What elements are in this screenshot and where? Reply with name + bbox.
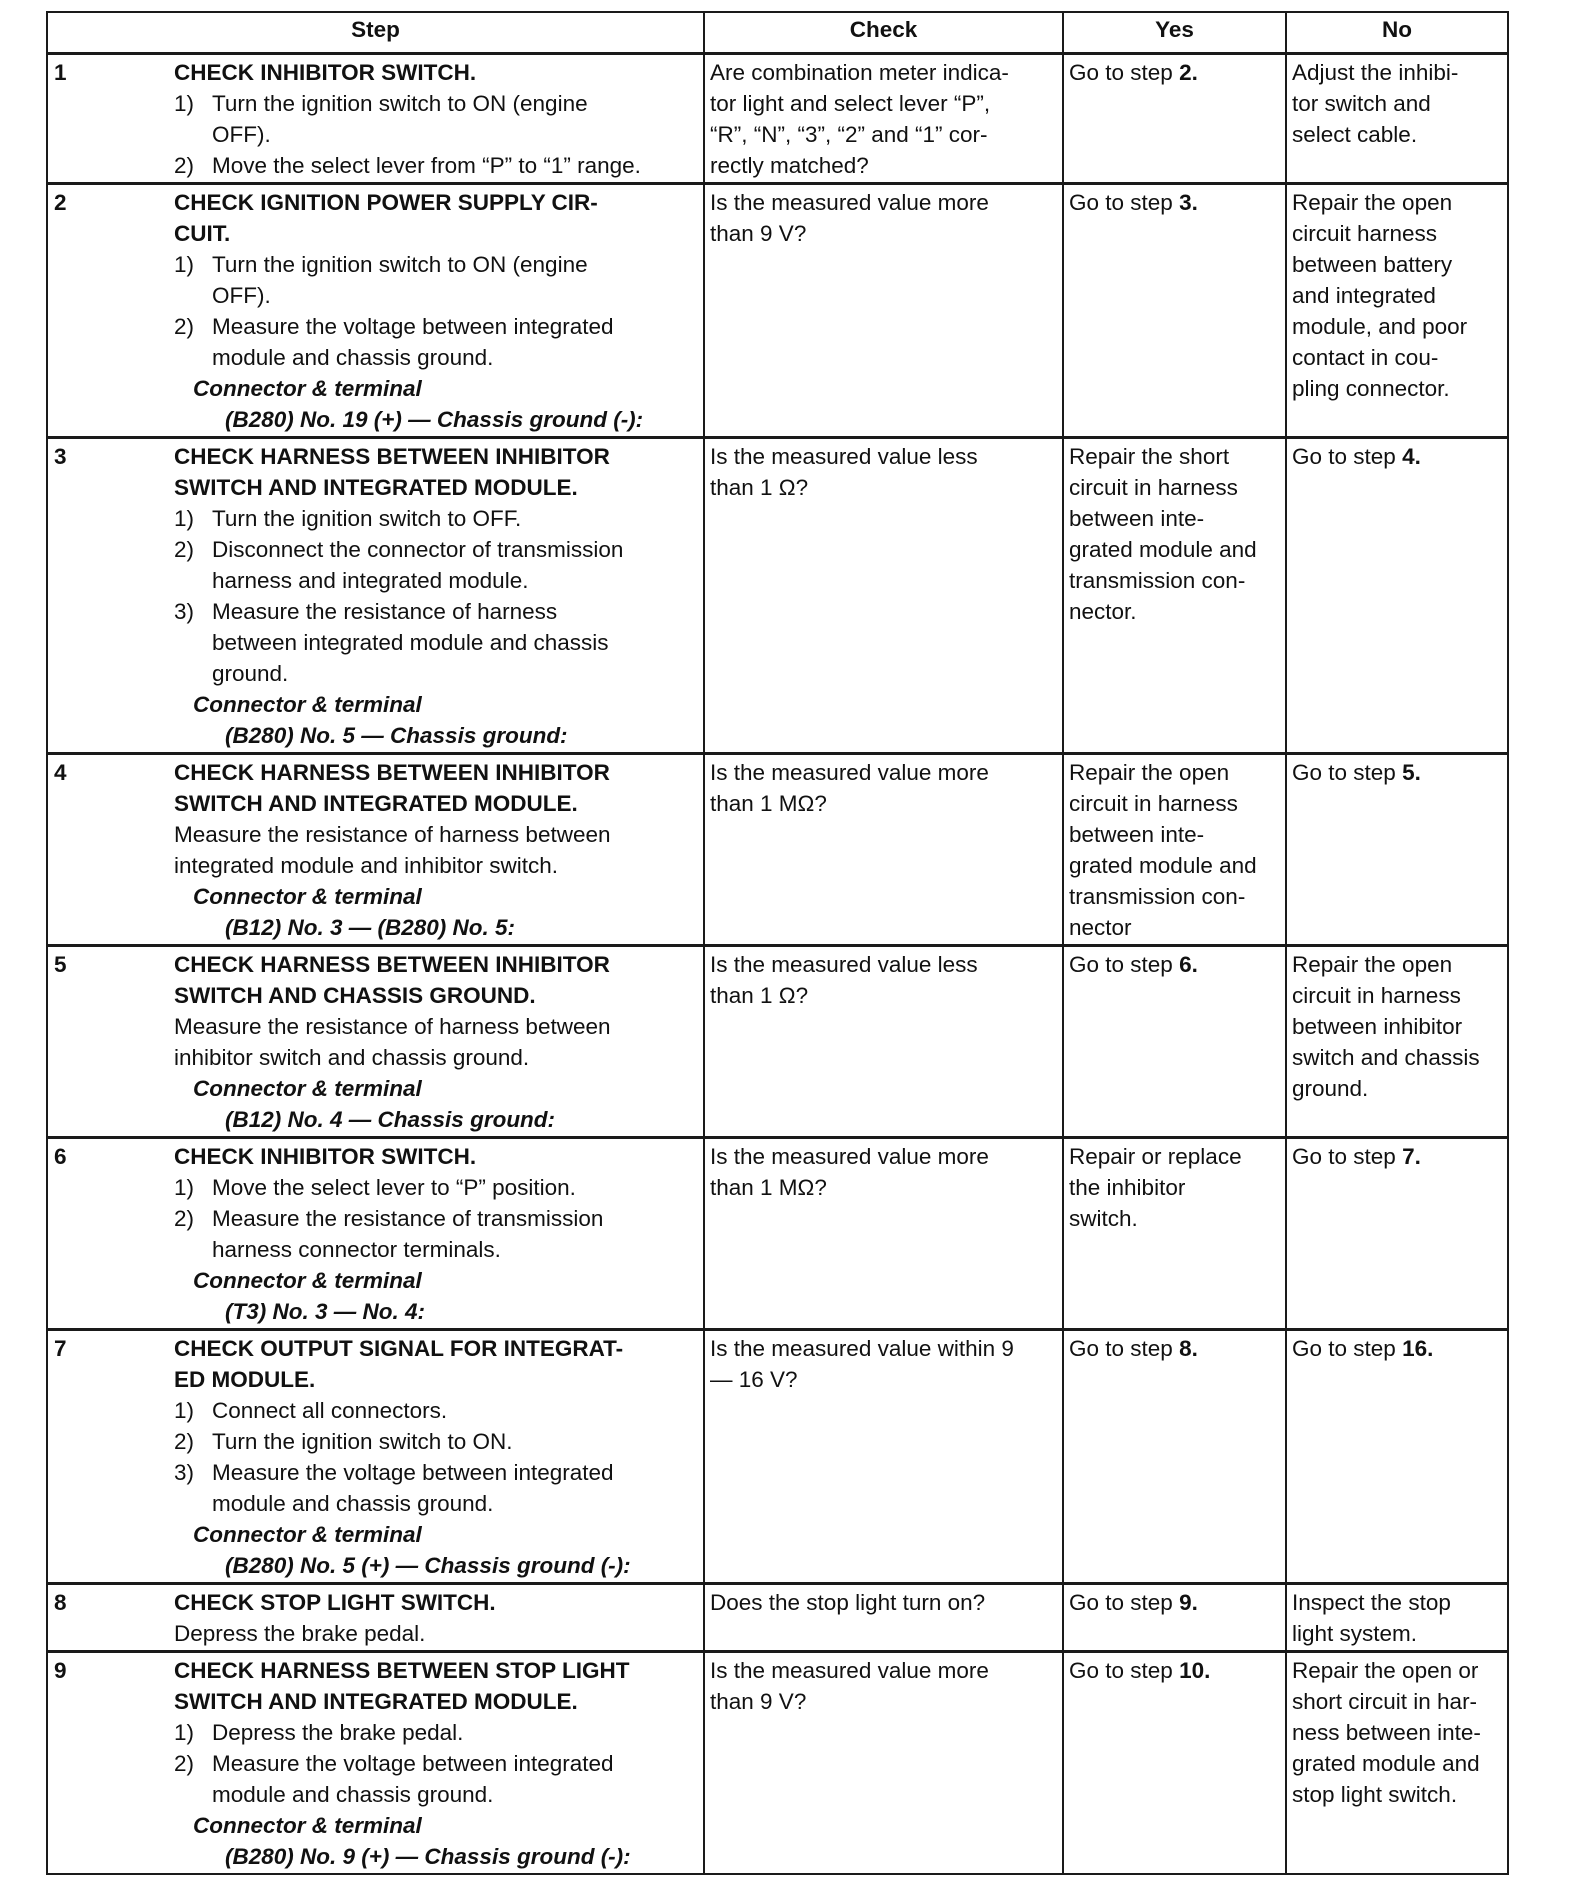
step-number: 6 xyxy=(54,1144,67,1169)
check-line: Is the measured value less xyxy=(710,444,978,469)
step-cell xyxy=(47,1584,704,1652)
result-no-line: circuit harness xyxy=(1292,221,1438,246)
step-cell xyxy=(47,184,704,438)
procedure-item xyxy=(174,1457,693,1519)
result-no-line: short circuit in har- xyxy=(1292,1689,1478,1714)
result-no-line: module, and poor xyxy=(1292,314,1468,339)
result-no-cell xyxy=(1286,1652,1508,1875)
result-yes-line: Repair the short xyxy=(1069,444,1230,469)
procedure-number: 3) xyxy=(174,599,195,624)
procedure-number: 3) xyxy=(174,1460,195,1485)
procedure-number: 2) xyxy=(174,537,195,562)
procedure-line: module and chassis ground. xyxy=(212,345,494,370)
procedure-text xyxy=(212,534,693,596)
procedure-text xyxy=(212,249,693,311)
result-no-line: Repair the open xyxy=(1292,190,1453,215)
header-yes: Yes xyxy=(1063,12,1286,54)
check-line: Does the stop light turn on? xyxy=(710,1590,986,1615)
procedure-number: 2) xyxy=(174,153,195,178)
connector-terminal: (B280) No. 9 (+) — Chassis ground (-): xyxy=(225,1844,631,1869)
step-heading: CHECK STOP LIGHT SWITCH. xyxy=(174,1590,496,1615)
procedure-line: OFF). xyxy=(212,122,271,147)
result-yes-cell xyxy=(1063,946,1286,1138)
step-heading: CUIT. xyxy=(174,221,231,246)
step-cell xyxy=(47,1138,704,1330)
result-no-line: light system. xyxy=(1292,1621,1418,1646)
result-no-line: grated module and xyxy=(1292,1751,1480,1776)
procedure-text xyxy=(212,1203,693,1265)
result-no-line: Go to step 5. xyxy=(1292,760,1421,785)
procedure-text xyxy=(174,1618,693,1649)
result-yes-line: between inte- xyxy=(1069,822,1205,847)
check-line: tor light and select lever “P”, xyxy=(710,91,991,116)
goto-step-number: 9. xyxy=(1179,1590,1198,1615)
step-heading: CHECK INHIBITOR SWITCH. xyxy=(174,1144,477,1169)
step-body xyxy=(174,757,697,943)
procedure-text xyxy=(212,1717,693,1748)
procedure-text xyxy=(212,1748,693,1810)
check-line: than 1 MΩ? xyxy=(710,791,827,816)
procedure-text xyxy=(212,1426,693,1457)
header-step: Step xyxy=(47,12,704,54)
procedure-line: module and chassis ground. xyxy=(212,1491,494,1516)
procedure-line: Connect all connectors. xyxy=(212,1398,448,1423)
step-heading: SWITCH AND INTEGRATED MODULE. xyxy=(174,791,578,816)
goto-step-number: 10. xyxy=(1179,1658,1211,1683)
connector-terminal: (B280) No. 5 — Chassis ground: xyxy=(225,723,568,748)
result-no-line: circuit in harness xyxy=(1292,983,1461,1008)
procedure-number: 2) xyxy=(174,1206,195,1231)
result-yes-line: Go to step 6. xyxy=(1069,952,1198,977)
result-no-line: ness between inte- xyxy=(1292,1720,1481,1745)
table-row xyxy=(47,54,1508,184)
procedure-item xyxy=(174,150,693,181)
result-yes-cell xyxy=(1063,438,1286,754)
table-row xyxy=(47,438,1508,754)
procedure-text xyxy=(212,1172,693,1203)
step-number: 8 xyxy=(54,1590,67,1615)
check-line: Is the measured value more xyxy=(710,760,989,785)
step-cell xyxy=(47,438,704,754)
step-cell xyxy=(47,946,704,1138)
result-no-cell xyxy=(1286,1584,1508,1652)
step-heading: ED MODULE. xyxy=(174,1367,316,1392)
procedure-text xyxy=(174,819,693,881)
result-yes-line: Go to step 8. xyxy=(1069,1336,1198,1361)
procedure-line: Measure the resistance of harness between xyxy=(174,822,611,847)
step-number: 5 xyxy=(54,952,67,977)
procedure-item xyxy=(174,88,693,150)
result-no-line: and integrated xyxy=(1292,283,1436,308)
step-cell xyxy=(47,54,704,184)
table-body xyxy=(47,54,1508,1875)
result-yes-line: Go to step 2. xyxy=(1069,60,1198,85)
result-no-cell xyxy=(1286,54,1508,184)
step-body xyxy=(174,187,697,435)
step-heading: CHECK IGNITION POWER SUPPLY CIR- xyxy=(174,190,598,215)
result-no-line: Adjust the inhibi- xyxy=(1292,60,1459,85)
result-yes-cell xyxy=(1063,754,1286,946)
table-row xyxy=(47,946,1508,1138)
goto-step-number: 6. xyxy=(1179,952,1198,977)
header-check: Check xyxy=(704,12,1063,54)
table-row xyxy=(47,1330,1508,1584)
result-yes-line: nector. xyxy=(1069,599,1137,624)
result-no-line: ground. xyxy=(1292,1076,1369,1101)
procedure-number: 2) xyxy=(174,314,195,339)
result-no-line: stop light switch. xyxy=(1292,1782,1458,1807)
procedure-item xyxy=(174,1203,693,1265)
result-yes-line: Repair or replace xyxy=(1069,1144,1242,1169)
check-cell xyxy=(704,438,1063,754)
connector-terminal: (B280) No. 19 (+) — Chassis ground (-): xyxy=(225,407,644,432)
check-line: rectly matched? xyxy=(710,153,869,178)
step-number: 7 xyxy=(54,1336,67,1361)
procedure-item xyxy=(174,1426,693,1457)
step-body xyxy=(174,57,697,181)
procedure-line: Measure the resistance of transmission xyxy=(212,1206,604,1231)
connector-terminal: (B280) No. 5 (+) — Chassis ground (-): xyxy=(225,1553,631,1578)
step-heading: CHECK HARNESS BETWEEN INHIBITOR xyxy=(174,952,610,977)
procedure-item xyxy=(174,1172,693,1203)
procedure-item xyxy=(174,1395,693,1426)
procedure-line: Measure the voltage between integrated xyxy=(212,1751,614,1776)
result-yes-cell xyxy=(1063,1138,1286,1330)
check-cell xyxy=(704,1138,1063,1330)
result-yes-cell xyxy=(1063,1584,1286,1652)
procedure-item xyxy=(174,596,693,689)
procedure-text xyxy=(212,150,693,181)
check-cell xyxy=(704,54,1063,184)
connector-label: Connector & terminal xyxy=(193,1268,422,1293)
connector-label: Connector & terminal xyxy=(193,1522,422,1547)
check-cell xyxy=(704,1584,1063,1652)
check-line: “R”, “N”, “3”, “2” and “1” cor- xyxy=(710,122,988,147)
goto-step-number: 3. xyxy=(1179,190,1198,215)
procedure-item xyxy=(174,534,693,596)
result-yes-line: nector xyxy=(1069,915,1132,940)
step-body xyxy=(174,1655,697,1872)
check-cell xyxy=(704,754,1063,946)
result-yes-line: Go to step 10. xyxy=(1069,1658,1211,1683)
procedure-line: Measure the resistance of harness between xyxy=(174,1014,611,1039)
result-no-line: Repair the open or xyxy=(1292,1658,1479,1683)
procedure-line: Depress the brake pedal. xyxy=(174,1621,426,1646)
connector-terminal: (B12) No. 4 — Chassis ground: xyxy=(225,1107,556,1132)
procedure-item xyxy=(174,1717,693,1748)
procedure-line: harness connector terminals. xyxy=(212,1237,501,1262)
check-cell xyxy=(704,184,1063,438)
step-body xyxy=(174,1333,697,1581)
result-yes-cell xyxy=(1063,54,1286,184)
check-line: than 1 Ω? xyxy=(710,475,809,500)
result-no-line: contact in cou- xyxy=(1292,345,1439,370)
result-no-line: Go to step 4. xyxy=(1292,444,1421,469)
result-yes-line: transmission con- xyxy=(1069,568,1246,593)
step-number: 9 xyxy=(54,1658,67,1683)
check-line: Are combination meter indica- xyxy=(710,60,1009,85)
check-line: Is the measured value less xyxy=(710,952,978,977)
check-line: — 16 V? xyxy=(710,1367,798,1392)
result-no-line: between inhibitor xyxy=(1292,1014,1463,1039)
step-body xyxy=(174,1141,697,1327)
connector-label: Connector & terminal xyxy=(193,1813,422,1838)
diagnostic-table xyxy=(46,11,1509,1875)
result-no-line: tor switch and xyxy=(1292,91,1431,116)
procedure-item xyxy=(174,819,693,881)
result-no-line: Go to step 16. xyxy=(1292,1336,1434,1361)
step-heading: SWITCH AND CHASSIS GROUND. xyxy=(174,983,536,1008)
check-line: Is the measured value more xyxy=(710,190,989,215)
result-yes-line: Go to step 9. xyxy=(1069,1590,1198,1615)
procedure-line: Measure the voltage between integrated xyxy=(212,314,614,339)
result-no-line: Repair the open xyxy=(1292,952,1453,977)
procedure-item xyxy=(174,1748,693,1810)
procedure-text xyxy=(212,88,693,150)
connector-label: Connector & terminal xyxy=(193,692,422,717)
check-line: than 1 MΩ? xyxy=(710,1175,827,1200)
result-no-cell xyxy=(1286,754,1508,946)
result-yes-line: Repair the open xyxy=(1069,760,1230,785)
check-line: than 9 V? xyxy=(710,1689,807,1714)
procedure-text xyxy=(212,503,693,534)
step-cell xyxy=(47,754,704,946)
step-cell xyxy=(47,1330,704,1584)
check-cell xyxy=(704,1330,1063,1584)
procedure-text xyxy=(212,311,693,373)
check-line: Is the measured value more xyxy=(710,1144,989,1169)
step-body xyxy=(174,949,697,1135)
procedure-line: Turn the ignition switch to ON. xyxy=(212,1429,513,1454)
step-number: 2 xyxy=(54,190,67,215)
step-heading: CHECK OUTPUT SIGNAL FOR INTEGRAT- xyxy=(174,1336,624,1361)
result-no-line: pling connector. xyxy=(1292,376,1450,401)
step-body xyxy=(174,441,697,751)
header-no: No xyxy=(1286,12,1508,54)
result-no-cell xyxy=(1286,1138,1508,1330)
result-yes-cell xyxy=(1063,1652,1286,1875)
procedure-line: Move the select lever from “P” to “1” range. xyxy=(212,153,641,178)
goto-step-number: 16. xyxy=(1402,1336,1434,1361)
procedure-number: 2) xyxy=(174,1751,195,1776)
procedure-text xyxy=(212,1395,693,1426)
procedure-line: Depress the brake pedal. xyxy=(212,1720,464,1745)
result-yes-line: Go to step 3. xyxy=(1069,190,1198,215)
connector-label: Connector & terminal xyxy=(193,376,422,401)
procedure-item xyxy=(174,311,693,373)
procedure-number: 1) xyxy=(174,1175,195,1200)
procedure-line: Measure the resistance of harness xyxy=(212,599,558,624)
goto-step-number: 5. xyxy=(1402,760,1421,785)
check-line: Is the measured value more xyxy=(710,1658,989,1683)
step-number: 1 xyxy=(54,60,67,85)
table-row xyxy=(47,184,1508,438)
procedure-number: 2) xyxy=(174,1429,195,1454)
result-no-cell xyxy=(1286,946,1508,1138)
connector-terminal: (T3) No. 3 — No. 4: xyxy=(225,1299,426,1324)
result-no-line: Inspect the stop xyxy=(1292,1590,1451,1615)
procedure-line: Measure the voltage between integrated xyxy=(212,1460,614,1485)
table-header-row xyxy=(47,12,1508,54)
step-heading: SWITCH AND INTEGRATED MODULE. xyxy=(174,1689,578,1714)
procedure-item xyxy=(174,503,693,534)
result-no-line: between battery xyxy=(1292,252,1453,277)
procedure-line: module and chassis ground. xyxy=(212,1782,494,1807)
result-no-cell xyxy=(1286,184,1508,438)
result-yes-line: transmission con- xyxy=(1069,884,1246,909)
procedure-line: harness and integrated module. xyxy=(212,568,529,593)
result-no-line: Go to step 7. xyxy=(1292,1144,1421,1169)
goto-step-number: 7. xyxy=(1402,1144,1421,1169)
check-line: than 1 Ω? xyxy=(710,983,809,1008)
step-heading: CHECK HARNESS BETWEEN INHIBITOR xyxy=(174,760,610,785)
procedure-line: Turn the ignition switch to ON (engine xyxy=(212,91,588,116)
procedure-number: 1) xyxy=(174,1398,195,1423)
result-yes-line: between inte- xyxy=(1069,506,1205,531)
procedure-item xyxy=(174,1618,693,1649)
table-row xyxy=(47,1138,1508,1330)
procedure-text xyxy=(212,596,693,689)
check-cell xyxy=(704,1652,1063,1875)
procedure-line: Move the select lever to “P” position. xyxy=(212,1175,576,1200)
procedure-item xyxy=(174,1011,693,1073)
result-yes-cell xyxy=(1063,184,1286,438)
connector-label: Connector & terminal xyxy=(193,1076,422,1101)
step-cell xyxy=(47,1652,704,1875)
result-no-cell xyxy=(1286,1330,1508,1584)
procedure-line: OFF). xyxy=(212,283,271,308)
procedure-line: between integrated module and chassis xyxy=(212,630,609,655)
procedure-text xyxy=(174,1011,693,1073)
procedure-line: inhibitor switch and chassis ground. xyxy=(174,1045,530,1070)
procedure-item xyxy=(174,249,693,311)
step-number: 4 xyxy=(54,760,67,785)
procedure-line: Turn the ignition switch to ON (engine xyxy=(212,252,588,277)
result-no-line: switch and chassis xyxy=(1292,1045,1480,1070)
table-row xyxy=(47,754,1508,946)
goto-step-number: 4. xyxy=(1402,444,1421,469)
result-yes-line: switch. xyxy=(1069,1206,1138,1231)
goto-step-number: 8. xyxy=(1179,1336,1198,1361)
procedure-number: 1) xyxy=(174,91,195,116)
table-row xyxy=(47,1584,1508,1652)
step-heading: CHECK HARNESS BETWEEN STOP LIGHT xyxy=(174,1658,630,1683)
step-heading: SWITCH AND INTEGRATED MODULE. xyxy=(174,475,578,500)
procedure-line: Disconnect the connector of transmission xyxy=(212,537,624,562)
connector-terminal: (B12) No. 3 — (B280) No. 5: xyxy=(225,915,516,940)
procedure-line: Turn the ignition switch to OFF. xyxy=(212,506,522,531)
result-yes-line: circuit in harness xyxy=(1069,475,1238,500)
table-row xyxy=(47,1652,1508,1875)
result-no-line: select cable. xyxy=(1292,122,1418,147)
step-heading: CHECK HARNESS BETWEEN INHIBITOR xyxy=(174,444,610,469)
step-heading: CHECK INHIBITOR SWITCH. xyxy=(174,60,477,85)
connector-label: Connector & terminal xyxy=(193,884,422,909)
result-yes-line: grated module and xyxy=(1069,853,1257,878)
check-line: than 9 V? xyxy=(710,221,807,246)
procedure-number: 1) xyxy=(174,252,195,277)
result-no-cell xyxy=(1286,438,1508,754)
procedure-line: integrated module and inhibitor switch. xyxy=(174,853,558,878)
result-yes-line: circuit in harness xyxy=(1069,791,1238,816)
step-body xyxy=(174,1587,697,1649)
result-yes-line: grated module and xyxy=(1069,537,1257,562)
procedure-number: 1) xyxy=(174,1720,195,1745)
procedure-text xyxy=(212,1457,693,1519)
step-number: 3 xyxy=(54,444,67,469)
check-line: Is the measured value within 9 xyxy=(710,1336,1014,1361)
result-yes-line: the inhibitor xyxy=(1069,1175,1186,1200)
result-yes-cell xyxy=(1063,1330,1286,1584)
check-cell xyxy=(704,946,1063,1138)
procedure-number: 1) xyxy=(174,506,195,531)
goto-step-number: 2. xyxy=(1179,60,1198,85)
procedure-line: ground. xyxy=(212,661,289,686)
